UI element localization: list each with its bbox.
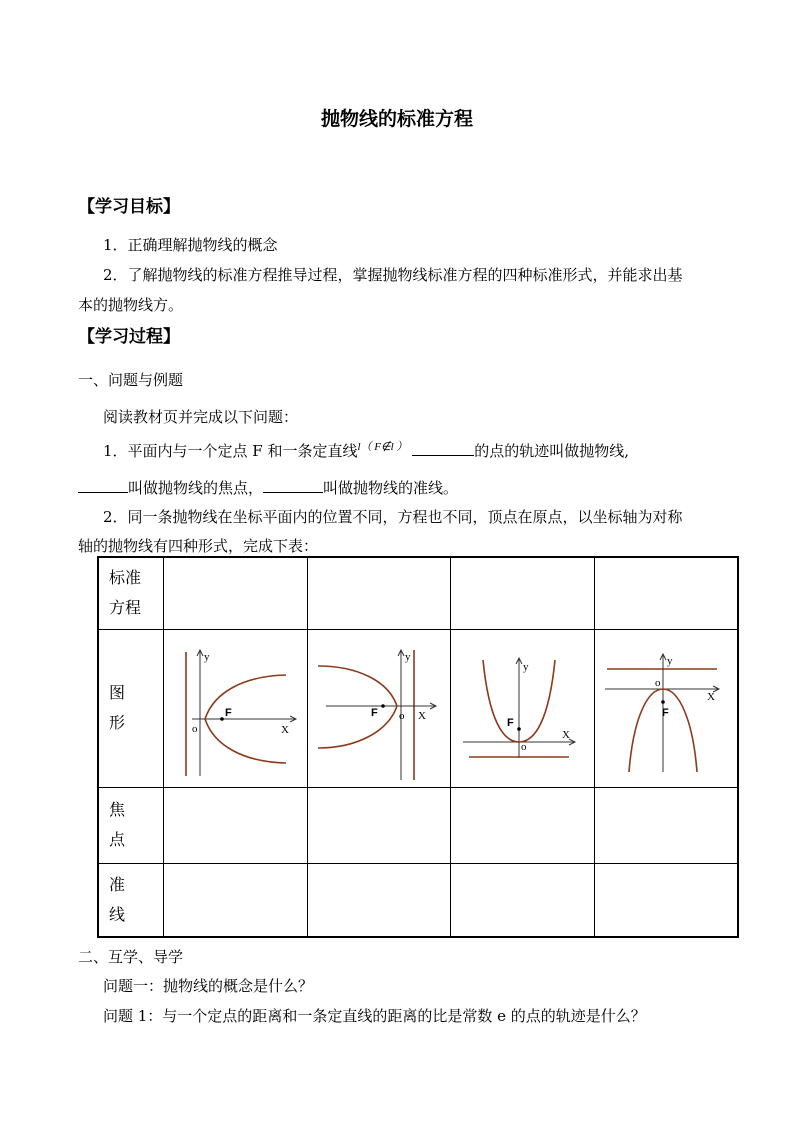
cell-focus-4[interactable]	[594, 787, 738, 863]
label-equation-2: 方程	[109, 598, 142, 618]
x-label: X	[417, 710, 426, 722]
row-focus	[98, 787, 738, 863]
page-title: 抛物线的标准方程	[320, 108, 473, 130]
y-label: y	[666, 655, 673, 667]
label-directrix-2: 线	[109, 904, 126, 924]
label-focus-2: 点	[109, 830, 126, 849]
label-graph	[98, 629, 164, 787]
f-label: F	[225, 707, 232, 719]
graph-parabola-opens-up	[451, 630, 595, 786]
q1-blank-3[interactable]	[263, 478, 323, 493]
part-2-question-0: 问题一：抛物线的概念是什么？	[103, 977, 314, 995]
o-label: o	[192, 723, 198, 735]
q1-text-a: 1．平面内与一个定点 F 和一条定直线	[103, 442, 358, 460]
cell-equation-4[interactable]	[594, 557, 738, 629]
goal-2-line-a: 2．了解抛物线的标准方程推导过程，掌握抛物线标准方程的四种标准形式，并能求出基	[103, 266, 683, 284]
graph-parabola-opens-right	[164, 630, 308, 786]
row-directrix	[98, 863, 738, 937]
label-focus	[98, 787, 164, 863]
cell-focus-2[interactable]	[307, 787, 451, 863]
focus-point	[517, 727, 521, 731]
y-label: y	[523, 661, 529, 673]
y-label: y	[404, 651, 411, 663]
question-2-line-a: 2．同一条抛物线在坐标平面内的位置不同，方程也不同，顶点在原点，以坐标轴为对称	[103, 508, 683, 526]
x-label: X	[562, 729, 571, 741]
f-label: F	[507, 717, 514, 729]
o-label: o	[398, 710, 405, 722]
f-label: F	[370, 707, 378, 719]
cell-focus-1[interactable]	[164, 787, 308, 863]
cell-directrix-1[interactable]	[164, 863, 308, 937]
question-2-line-b: 轴的抛物线有四种形式，完成下表：	[78, 537, 319, 555]
q1-blank-2[interactable]	[78, 478, 128, 493]
q1-blank-1[interactable]	[412, 441, 474, 456]
row-graph	[98, 629, 738, 787]
label-graph-2: 形	[109, 713, 126, 732]
label-equation	[98, 557, 164, 629]
cell-graph-4	[594, 629, 738, 787]
q1-text-d: 叫做抛物线的准线。	[323, 479, 459, 497]
graph-parabola-opens-left	[308, 630, 452, 786]
section-process-heading: 【学习过程】	[78, 327, 180, 347]
cell-graph-2	[307, 629, 451, 787]
graph-parabola-opens-down	[595, 630, 739, 786]
cell-equation-1[interactable]	[164, 557, 308, 629]
focus-point	[220, 717, 224, 721]
cell-graph-3	[451, 629, 595, 787]
cell-equation-2[interactable]	[307, 557, 451, 629]
question-1-line-b	[78, 477, 718, 498]
q1-line-symbol: l	[357, 441, 361, 453]
x-label: X	[706, 691, 715, 703]
reading-instruction: 阅读教材页并完成以下问题：	[103, 408, 299, 426]
row-equation	[98, 557, 738, 629]
focus-point	[661, 700, 665, 704]
part-2-heading: 二、互学、导学	[78, 948, 184, 966]
part-1-heading: 一、问题与例题	[78, 371, 184, 389]
label-focus-1: 焦	[109, 800, 126, 819]
cell-directrix-3[interactable]	[451, 863, 595, 937]
cell-directrix-2[interactable]	[307, 863, 451, 937]
label-directrix	[98, 863, 164, 937]
focus-point	[381, 704, 385, 708]
parabola-curve	[318, 666, 397, 748]
cell-focus-3[interactable]	[451, 787, 595, 863]
y-label: y	[204, 651, 210, 663]
cell-directrix-4[interactable]	[594, 863, 738, 937]
label-graph-1: 图	[109, 683, 126, 702]
label-directrix-1: 准	[109, 874, 126, 894]
cell-equation-3[interactable]	[451, 557, 595, 629]
q1-text-b: 的点的轨迹叫做抛物线,	[474, 442, 629, 460]
o-label: o	[521, 741, 527, 753]
cell-graph-1	[164, 629, 308, 787]
goal-2-line-b: 本的抛物线方。	[78, 296, 184, 314]
q1-condition: （ F∉l ）	[360, 441, 408, 453]
f-label: F	[661, 707, 669, 719]
section-goals-heading: 【学习目标】	[78, 197, 180, 217]
question-1-line-a	[103, 438, 743, 461]
o-label: o	[654, 677, 661, 689]
part-2-question-1: 问题 1：与一个定点的距离和一条定直线的距离的比是常数 e 的点的轨迹是什么？	[103, 1007, 646, 1025]
standard-forms-table	[97, 556, 739, 938]
label-equation-1: 标准	[109, 568, 142, 588]
goal-1: 1．正确理解抛物线的概念	[103, 236, 278, 254]
q1-text-c: 叫做抛物线的焦点，	[128, 479, 264, 497]
x-label: X	[281, 724, 289, 736]
